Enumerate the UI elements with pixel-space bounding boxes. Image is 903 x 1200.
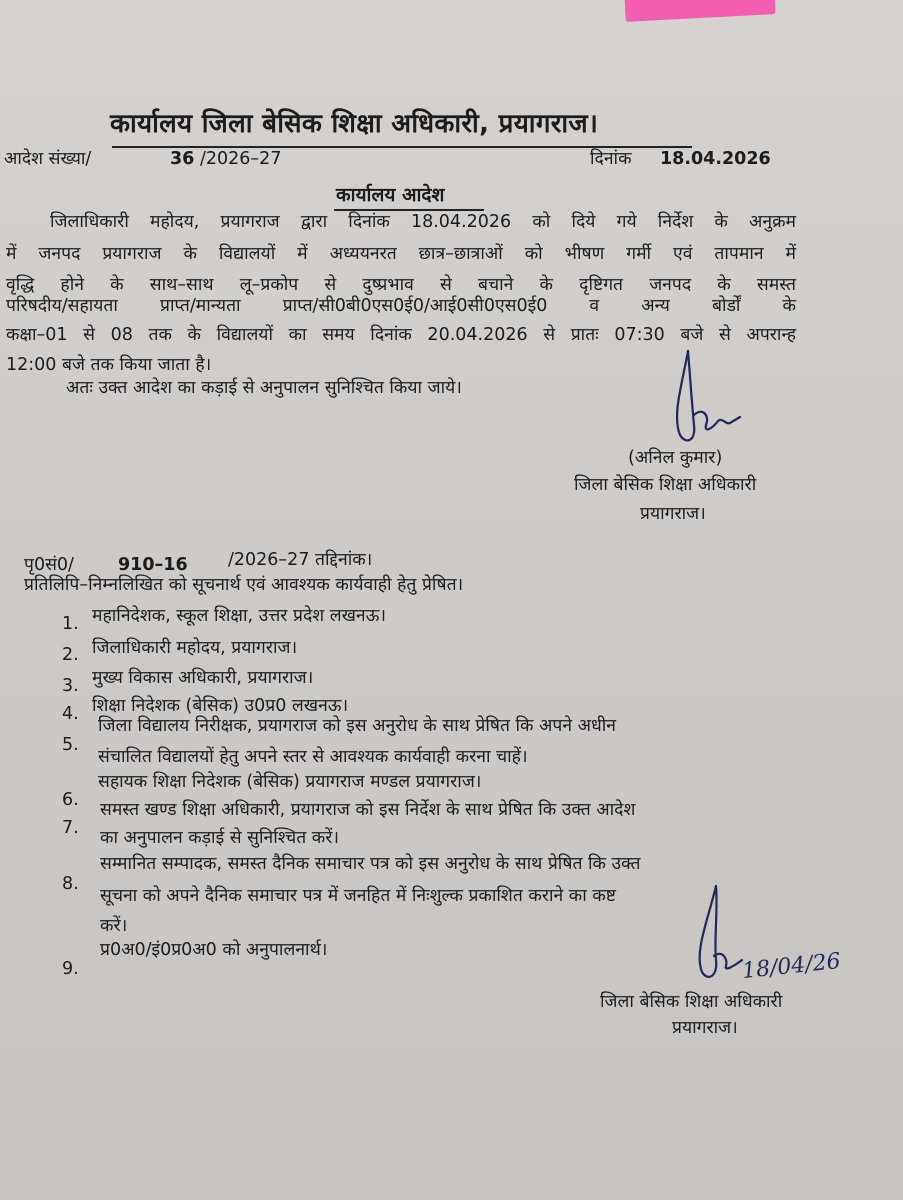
copy-item-text: शिक्षा निदेशक (बेसिक) उ0प्र0 लखनऊ।	[92, 696, 349, 716]
order-para-line: जिलाधिकारी महोदय, प्रयागराज द्वारा दिनांक 18.04.2026 को दिये गये निर्देश के अनुक्रम	[50, 212, 796, 232]
order-para-line: परिषदीय/सहायता प्राप्त/मान्यता प्राप्त/सी0बी0एस0ई0/आई0सी0एस0ई0 व अन्य बोर्डों के	[6, 296, 796, 316]
order-title: कार्यालय आदेश	[336, 184, 445, 206]
order-para-line: कक्षा–01 से 08 तक के विद्यालयों का समय दिनांक 20.04.2026 से प्रातः 07:30 बजे से अपरान्ह	[6, 325, 796, 345]
order-para-line: वृद्धि होने के साथ–साथ लू–प्रकोप से दुष्प्रभाव से बचाने के दृष्टिगत जनपद के समस्त	[6, 275, 796, 295]
copy-item-number: 9.	[62, 959, 79, 979]
order-date: 18.04.2026	[660, 149, 771, 169]
copy-item-text: प्र0अ0/इं0प्र0अ0 को अनुपालनार्थ।	[100, 940, 328, 960]
copy-item-text: जिलाधिकारी महोदय, प्रयागराज।	[92, 638, 298, 658]
copy-item-number: 8.	[62, 874, 79, 894]
signature-scribble-top	[660, 345, 750, 450]
order-para-2: अतः उक्त आदेश का कड़ाई से अनुपालन सुनिश्चित किया जाये।	[66, 378, 462, 398]
copy-item-text: सूचना को अपने दैनिक समाचार पत्र में जनहित में निःशुल्क प्रकाशित कराने का कष्ट	[100, 886, 616, 906]
copy-item-number: 7.	[62, 818, 79, 838]
signatory-designation-bottom: जिला बेसिक शिक्षा अधिकारी	[600, 992, 783, 1012]
copy-item-text: संचालित विद्यालयों हेतु अपने स्तर से आवश्यक कार्यवाही करना चाहें।	[98, 747, 528, 767]
copy-item-number: 1.	[62, 614, 79, 634]
copy-item-number: 6.	[62, 790, 79, 810]
copy-item-text: सम्मानित सम्पादक, समस्त दैनिक समाचार पत्र को इस अनुरोध के साथ प्रेषित कि उक्त	[100, 854, 641, 874]
copy-item-text: मुख्य विकास अधिकारी, प्रयागराज।	[92, 668, 314, 688]
copy-item-text: महानिदेशक, स्कूल शिक्षा, उत्तर प्रदेश लखनऊ।	[92, 606, 386, 626]
office-heading: कार्यालय जिला बेसिक शिक्षा अधिकारी, प्रयागराज।	[110, 109, 599, 139]
copy-ref-number: 910–16	[118, 555, 188, 575]
order-year: /2026–27	[200, 149, 282, 169]
copy-item-number: 5.	[62, 735, 79, 755]
signatory-place: प्रयागराज।	[640, 504, 706, 524]
date-label: दिनांक	[590, 149, 632, 169]
copy-item-number: 4.	[62, 704, 79, 724]
copy-ref-suffix: /2026–27 तद्दिनांक।	[228, 550, 373, 570]
sticky-note	[624, 0, 775, 22]
copy-item-text: जिला विद्यालय निरीक्षक, प्रयागराज को इस अनुरोध के साथ प्रेषित कि अपने अधीन	[98, 716, 617, 736]
copy-intro: प्रतिलिपि–निम्नलिखित को सूचनार्थ एवं आवश्यक कार्यवाही हेतु प्रेषित।	[24, 575, 464, 595]
order-number-label: आदेश संख्या/	[4, 149, 92, 169]
order-para-line: 12:00 बजे तक किया जाता है।	[6, 355, 212, 375]
copy-item-text: करें।	[100, 916, 128, 936]
copy-item-number: 2.	[62, 645, 79, 665]
signatory-designation: जिला बेसिक शिक्षा अधिकारी	[574, 475, 757, 495]
order-number: 36	[170, 149, 195, 169]
handwritten-date: 18/04/26	[740, 948, 842, 985]
order-para-line: में जनपद प्रयागराज के विद्यालयों में अध्ययनरत छात्र–छात्राओं को भीषण गर्मी एवं तापमान में	[6, 244, 796, 264]
copy-item-text: समस्त खण्ड शिक्षा अधिकारी, प्रयागराज को इस निर्देश के साथ प्रेषित कि उक्त आदेश	[100, 800, 636, 820]
signatory-name: (अनिल कुमार)	[628, 448, 723, 468]
copy-item-text: का अनुपालन कड़ाई से सुनिश्चित करें।	[100, 828, 340, 848]
copy-ref-prefix: पृ0सं0/	[24, 555, 74, 575]
copy-item-number: 3.	[62, 676, 79, 696]
signatory-place-bottom: प्रयागराज।	[672, 1018, 738, 1038]
copy-item-text: सहायक शिक्षा निदेशक (बेसिक) प्रयागराज मण्डल प्रयागराज।	[98, 772, 482, 792]
